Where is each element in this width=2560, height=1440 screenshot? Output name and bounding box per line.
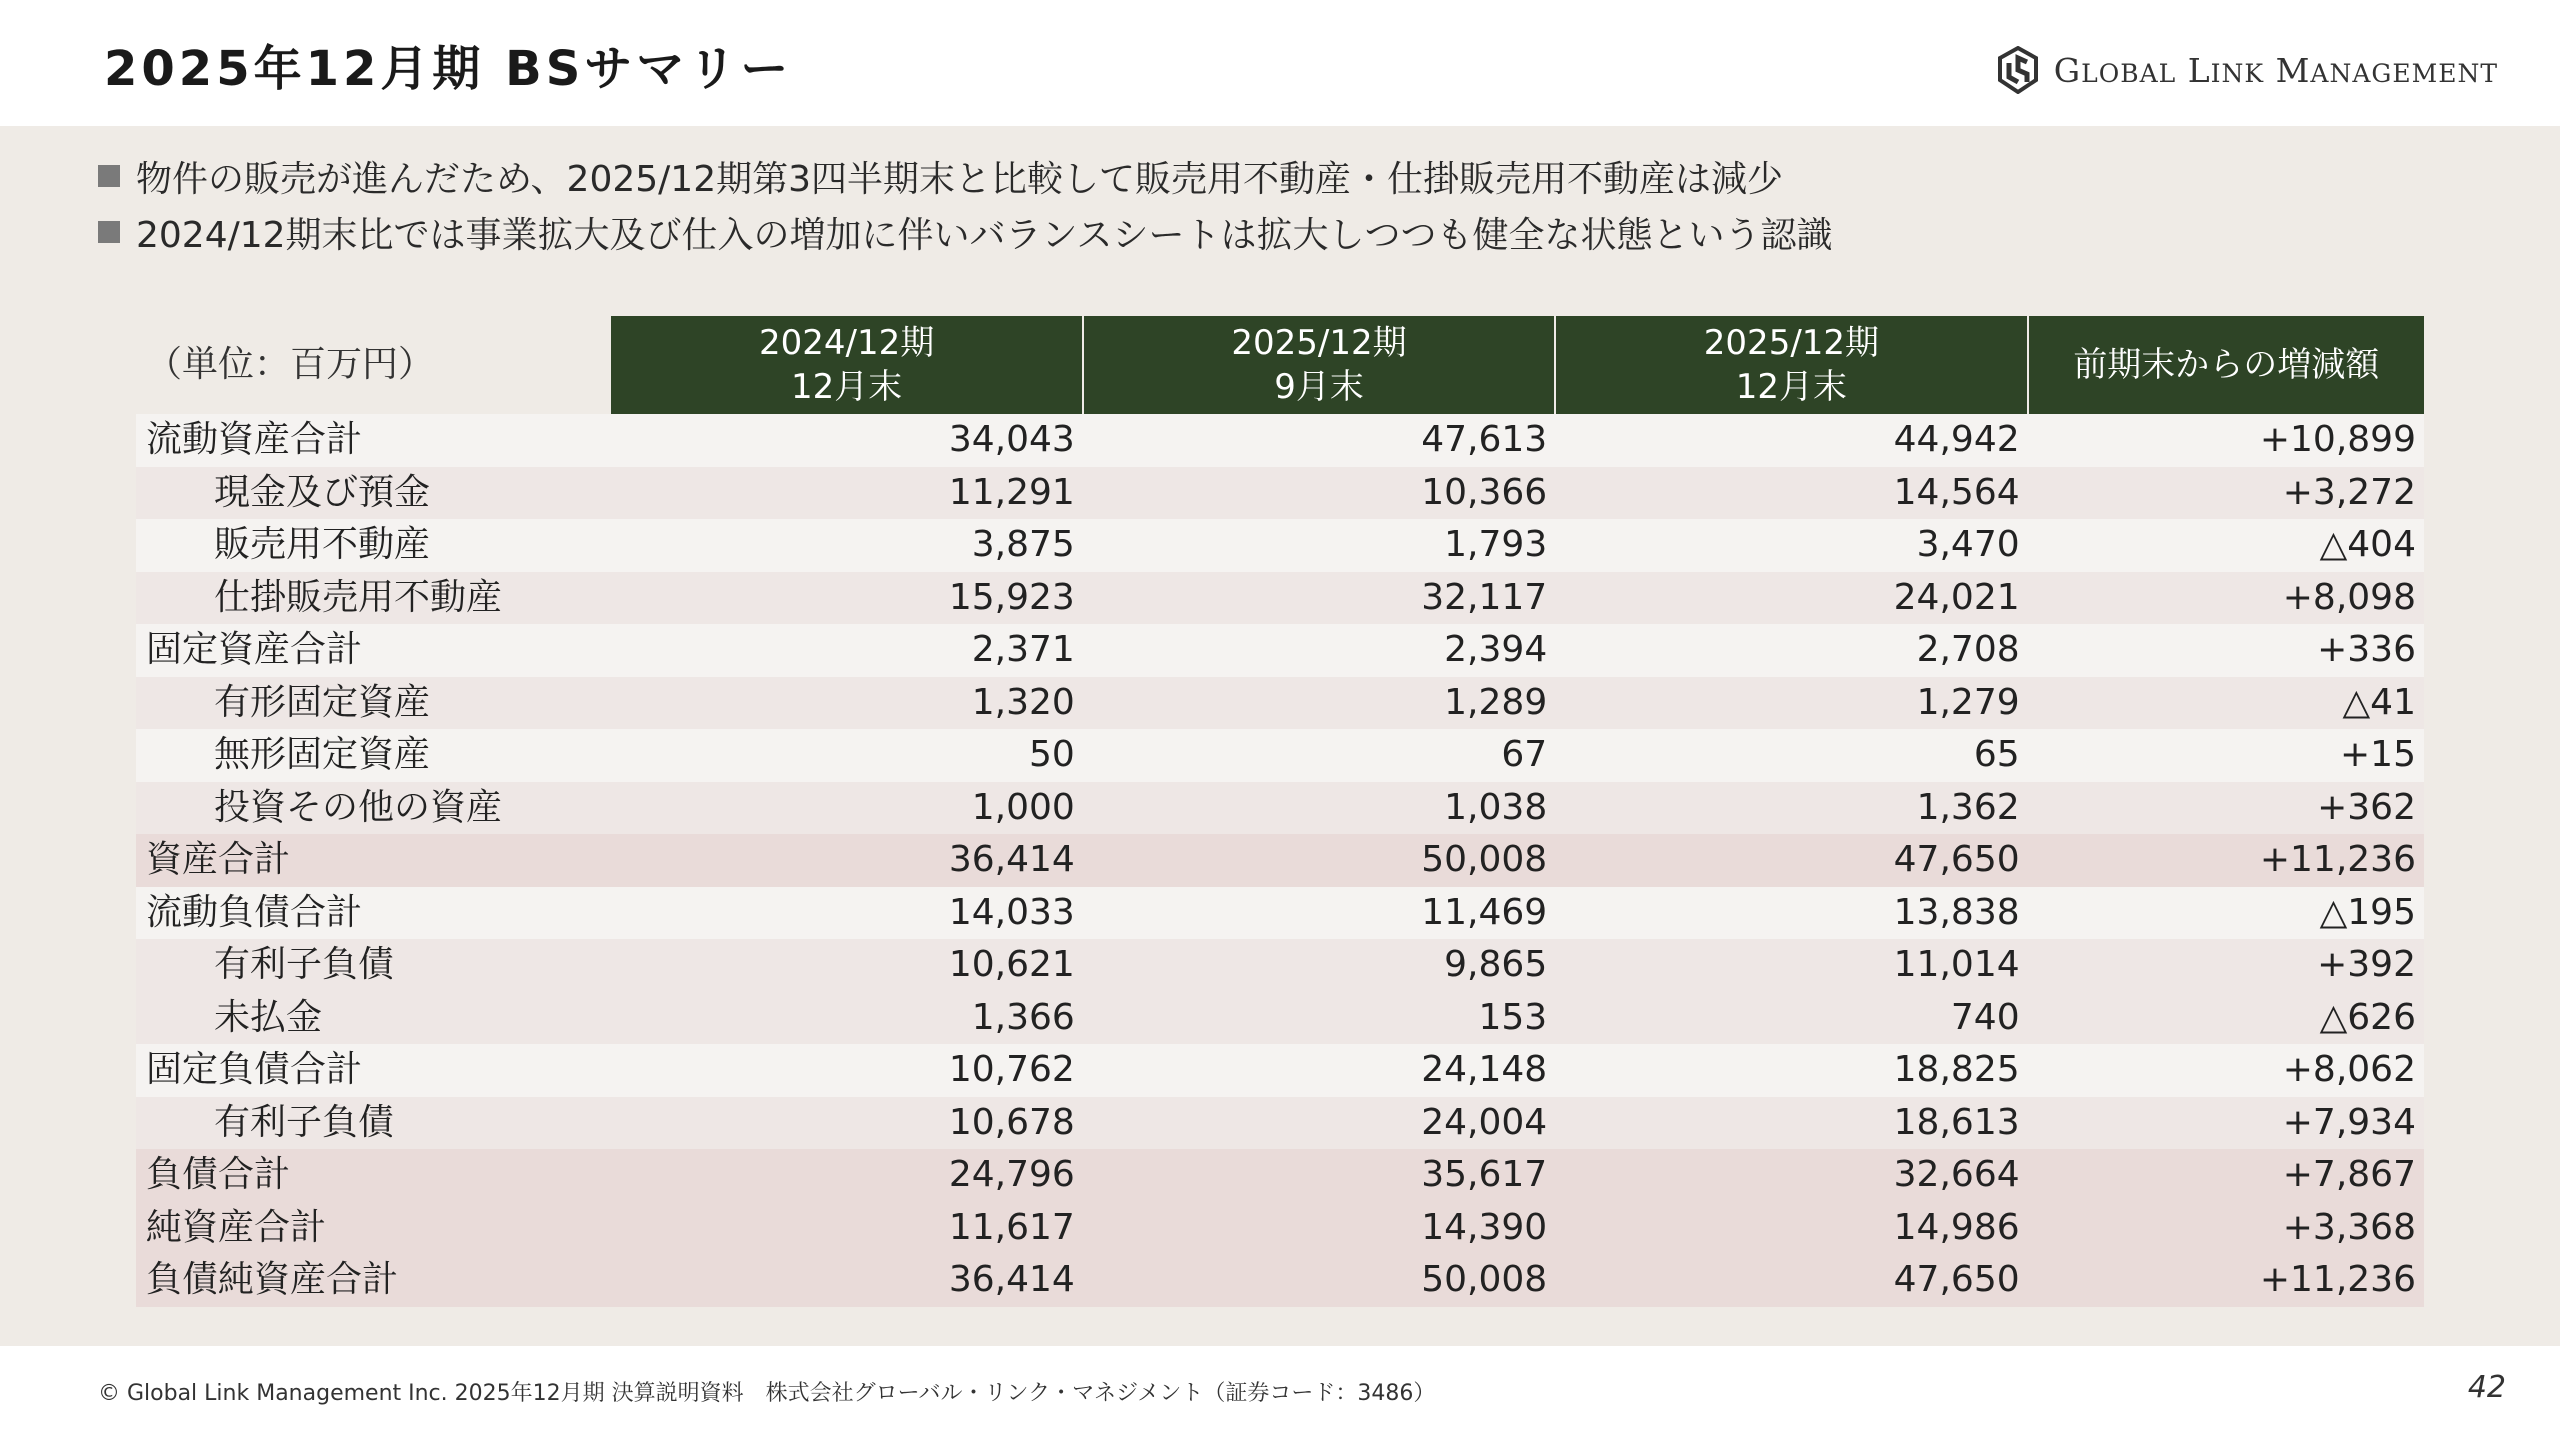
- cell-value: 50,008: [1083, 834, 1555, 887]
- column-header: 2025/12期 12月末: [1555, 316, 2027, 414]
- cell-value: 14,390: [1083, 1202, 1555, 1255]
- row-label: 有利子負債: [136, 939, 610, 992]
- cell-change: △41: [2028, 677, 2424, 730]
- bullet-item: [98, 204, 1832, 260]
- table-row: [136, 782, 2424, 835]
- cell-value: 3,875: [610, 519, 1082, 572]
- company-logo: [1996, 46, 2498, 94]
- page-number: 42: [2467, 1370, 2506, 1405]
- cell-change: +392: [2028, 939, 2424, 992]
- cell-change: +7,867: [2028, 1149, 2424, 1202]
- bullet-text: 2024/12期末比では事業拡大及び仕入の増加に伴いバランスシートは拡大しつつも健全な状態という認識: [136, 214, 1833, 256]
- cell-value: 740: [1555, 992, 2027, 1045]
- row-label: 有形固定資産: [136, 677, 610, 730]
- row-label: 流動資産合計: [136, 414, 610, 467]
- column-header: 前期末からの増減額: [2028, 316, 2424, 414]
- table-row-total: [136, 834, 2424, 887]
- row-label: 仕掛販売用不動産: [136, 572, 610, 625]
- cell-value: 3,470: [1555, 519, 2027, 572]
- row-label: 投資その他の資産: [136, 782, 610, 835]
- cell-change: +3,272: [2028, 467, 2424, 520]
- row-label: 資産合計: [136, 834, 610, 887]
- cell-value: 24,004: [1083, 1097, 1555, 1150]
- cell-value: 35,617: [1083, 1149, 1555, 1202]
- table-row: [136, 1097, 2424, 1150]
- cell-value: 1,366: [610, 992, 1082, 1045]
- copyright-text: © Global Link Management Inc. 2025年12月期 決算説明資料 株式会社グローバル・リンク・マネジメント（証券コード：3486）: [98, 1381, 1436, 1406]
- row-label: 流動負債合計: [136, 887, 610, 940]
- table-row: [136, 677, 2424, 730]
- cell-value: 24,796: [610, 1149, 1082, 1202]
- cell-value: 9,865: [1083, 939, 1555, 992]
- company-logo-icon: [1996, 46, 2040, 94]
- cell-value: 50,008: [1083, 1254, 1555, 1307]
- cell-value: 67: [1083, 729, 1555, 782]
- cell-change: +8,062: [2028, 1044, 2424, 1097]
- cell-change: +7,934: [2028, 1097, 2424, 1150]
- cell-value: 32,664: [1555, 1149, 2027, 1202]
- cell-change: △404: [2028, 519, 2424, 572]
- cell-value: 32,117: [1083, 572, 1555, 625]
- cell-value: 44,942: [1555, 414, 2027, 467]
- table-row: [136, 572, 2424, 625]
- square-bullet-icon: [98, 221, 120, 243]
- footer: [0, 1346, 2560, 1440]
- cell-value: 11,291: [610, 467, 1082, 520]
- cell-value: 36,414: [610, 834, 1082, 887]
- table-row: [136, 414, 2424, 467]
- table-row: [136, 729, 2424, 782]
- table-row: [136, 887, 2424, 940]
- cell-value: 2,708: [1555, 624, 2027, 677]
- cell-change: +15: [2028, 729, 2424, 782]
- cell-value: 14,033: [610, 887, 1082, 940]
- cell-change: +3,368: [2028, 1202, 2424, 1255]
- row-label: 無形固定資産: [136, 729, 610, 782]
- row-label: 負債合計: [136, 1149, 610, 1202]
- cell-change: △626: [2028, 992, 2424, 1045]
- cell-value: 10,762: [610, 1044, 1082, 1097]
- table-row: [136, 519, 2424, 572]
- slide-content: [0, 126, 2560, 1346]
- cell-value: 34,043: [610, 414, 1082, 467]
- cell-value: 1,362: [1555, 782, 2027, 835]
- cell-value: 10,621: [610, 939, 1082, 992]
- cell-value: 36,414: [610, 1254, 1082, 1307]
- cell-value: 14,564: [1555, 467, 2027, 520]
- table-row: [136, 1044, 2424, 1097]
- row-label: 未払金: [136, 992, 610, 1045]
- cell-value: 1,279: [1555, 677, 2027, 730]
- row-label: 負債純資産合計: [136, 1254, 610, 1307]
- cell-change: +11,236: [2028, 1254, 2424, 1307]
- cell-value: 2,394: [1083, 624, 1555, 677]
- cell-value: 153: [1083, 992, 1555, 1045]
- cell-value: 18,825: [1555, 1044, 2027, 1097]
- cell-value: 1,793: [1083, 519, 1555, 572]
- cell-value: 1,000: [610, 782, 1082, 835]
- cell-value: 10,366: [1083, 467, 1555, 520]
- cell-value: 15,923: [610, 572, 1082, 625]
- table-row: [136, 624, 2424, 677]
- row-label: 固定資産合計: [136, 624, 610, 677]
- cell-value: 18,613: [1555, 1097, 2027, 1150]
- table-row: [136, 467, 2424, 520]
- cell-value: 24,021: [1555, 572, 2027, 625]
- unit-header-cell: [136, 316, 610, 414]
- cell-value: 24,148: [1083, 1044, 1555, 1097]
- row-label: 有利子負債: [136, 1097, 610, 1150]
- balance-sheet-table: [136, 316, 2424, 1307]
- cell-value: 47,613: [1083, 414, 1555, 467]
- cell-value: 47,650: [1555, 1254, 2027, 1307]
- cell-value: 14,986: [1555, 1202, 2027, 1255]
- header: [0, 0, 2560, 126]
- cell-value: 11,617: [610, 1202, 1082, 1255]
- cell-change: +362: [2028, 782, 2424, 835]
- bullet-list: [98, 148, 1832, 260]
- row-label: 純資産合計: [136, 1202, 610, 1255]
- cell-value: 1,038: [1083, 782, 1555, 835]
- cell-value: 47,650: [1555, 834, 2027, 887]
- cell-value: 10,678: [610, 1097, 1082, 1150]
- table-row-total: [136, 1254, 2424, 1307]
- cell-value: 13,838: [1555, 887, 2027, 940]
- page-title: 2025年12月期 BSサマリー: [104, 41, 793, 97]
- table-row-total: [136, 1149, 2424, 1202]
- logo-text: GLOBAL LINK MANAGEMENT: [2053, 50, 2498, 90]
- cell-value: 65: [1555, 729, 2027, 782]
- row-label: 固定負債合計: [136, 1044, 610, 1097]
- cell-change: △195: [2028, 887, 2424, 940]
- column-header: 2025/12期 9月末: [1083, 316, 1555, 414]
- cell-value: 1,289: [1083, 677, 1555, 730]
- bullet-text: 物件の販売が進んだため、2025/12期第3四半期末と比較して販売用不動産・仕掛販売用不動産は減少: [136, 158, 1784, 200]
- cell-value: 11,469: [1083, 887, 1555, 940]
- row-label: 販売用不動産: [136, 519, 610, 572]
- cell-value: 1,320: [610, 677, 1082, 730]
- column-header: 2024/12期 12月末: [610, 316, 1082, 414]
- cell-change: +8,098: [2028, 572, 2424, 625]
- cell-change: +336: [2028, 624, 2424, 677]
- bullet-item: [98, 148, 1832, 204]
- square-bullet-icon: [98, 165, 120, 187]
- table-row: [136, 939, 2424, 992]
- cell-change: +11,236: [2028, 834, 2424, 887]
- table-row-total: [136, 1202, 2424, 1255]
- unit-label: （単位：百万円）: [146, 344, 435, 385]
- table-header-row: [136, 316, 2424, 414]
- cell-value: 50: [610, 729, 1082, 782]
- cell-change: +10,899: [2028, 414, 2424, 467]
- table-row: [136, 992, 2424, 1045]
- cell-value: 11,014: [1555, 939, 2027, 992]
- row-label: 現金及び預金: [136, 467, 610, 520]
- cell-value: 2,371: [610, 624, 1082, 677]
